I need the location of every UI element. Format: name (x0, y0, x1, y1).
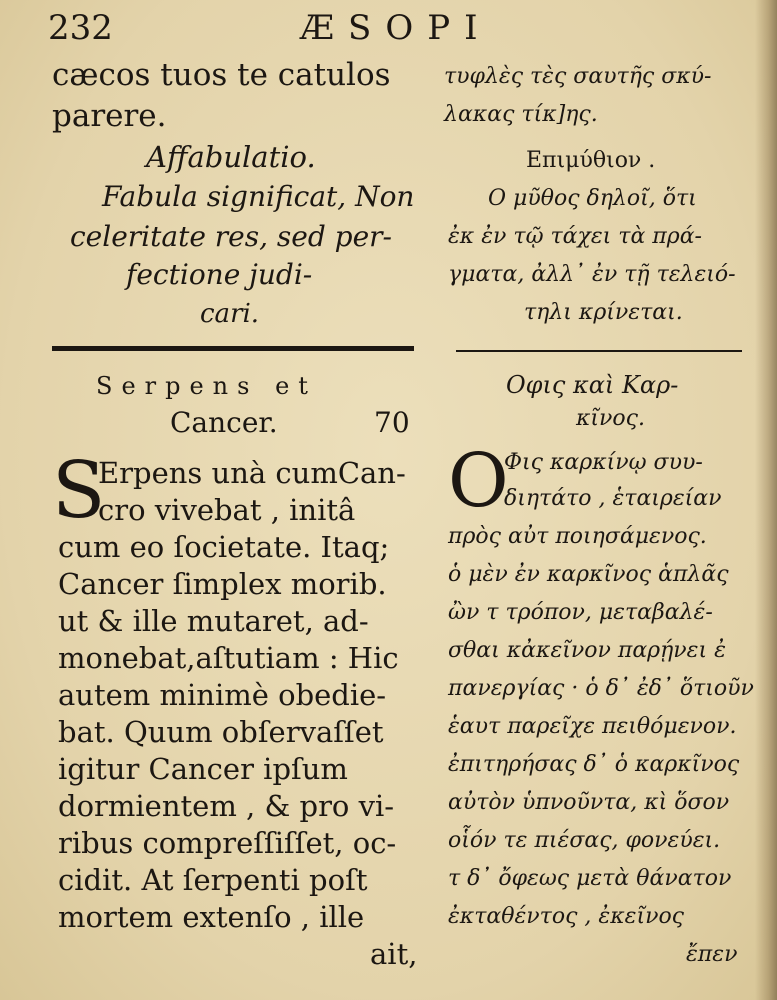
latin-moral-line: Fabula significat, Non (102, 180, 415, 213)
greek-body-line: οἷόν τε πιέσας, φονεύει. (448, 828, 721, 853)
section-rule-right (456, 350, 742, 352)
latin-fable-title-2: Cancer. (170, 406, 278, 439)
greek-moral-line: ἐκ ἐν τῷ τάχει τὰ πρά- (448, 224, 702, 249)
section-rule-left (52, 346, 414, 351)
greek-body-line: ὢν τ τρόπον, μεταβαλέ- (448, 600, 713, 625)
latin-body-line: mortem extenſo , ille (58, 900, 365, 934)
latin-fable-title: Serpens et (96, 372, 317, 400)
greek-moral-heading: Επιμύθιον . (526, 148, 656, 173)
greek-body-line: διητάτο , ἑταιρείαν (504, 486, 722, 511)
latin-body-line: igitur Cancer ipſum (58, 752, 348, 786)
latin-body-line: Erpens unà cumCan- (98, 456, 406, 490)
latin-body-line: dormientem , & pro vi- (58, 789, 395, 823)
latin-body-line: ut & ille mutaret, ad- (58, 604, 369, 638)
latin-moral-line: cari. (200, 299, 260, 329)
greek-body-line: Φις καρκίνῳ συυ- (504, 450, 703, 475)
latin-drop-cap: S (52, 446, 106, 536)
running-title: ÆSOPI (300, 8, 492, 48)
greek-text-line: τυφλὲς τὲς σαυτῆς σκύ- (444, 64, 712, 89)
latin-text-line: cæcos tuos te catulos (52, 57, 391, 93)
greek-body-line: πανεργίας · ὁ δ᾽ ἐδ᾽ ὅτιοῦν (448, 676, 754, 701)
latin-body-line: bat. Quum obſervaſſet (58, 715, 384, 749)
latin-body-line: cum eo ſocietate. Itaq; (58, 530, 390, 564)
latin-body-line: cro vivebat , initâ (98, 493, 356, 527)
page-number: 232 (48, 8, 113, 48)
greek-moral-line: τηλι κρίνεται. (524, 300, 683, 325)
greek-body-line: αὐτὸν ὑπνοῦντα, κὶ ὅσον (448, 790, 730, 815)
greek-fable-title-2: κῖνος. (576, 406, 645, 431)
latin-moral-line: fectione judi- (126, 258, 313, 291)
latin-body-line: Cancer ſimplex morib. (58, 567, 387, 601)
greek-body-line: ἐκταθέντος , ἐκεῖνος (448, 904, 685, 929)
latin-moral-heading: Affabulatio. (146, 140, 316, 174)
latin-body-line: cidit. At ſerpenti poſt (58, 863, 368, 897)
greek-body-line: σθαι κἀκεῖνον παρῄνει ἐ (448, 638, 726, 663)
greek-body-line: ὁ μὲν ἐν καρκῖνος ἁπλᾶς (448, 562, 729, 587)
latin-body-line: monebat,aſtutiam : Hic (58, 641, 399, 675)
latin-body-line: ait, (370, 937, 418, 971)
greek-text-line: λακας τίκ]ης. (444, 102, 598, 127)
greek-fable-title: Οφις καὶ Καρ- (506, 371, 679, 399)
greek-moral-line: γματα, ἀλλ᾽ ἐν τῇ τελειό- (448, 262, 736, 287)
greek-body-line: ἐπιτηρήσας δ᾽ ὁ καρκῖνος (448, 752, 740, 777)
greek-body-line: ἑαυτ παρεῖχε πειθόμενον. (448, 714, 737, 739)
greek-body-line: ἔπεν (686, 942, 738, 967)
greek-body-line: τ δ᾽ ὄφεως μετὰ θάνατον (448, 866, 732, 891)
greek-drop-cap: O (448, 438, 509, 524)
latin-moral-line: celeritate res, sed per- (70, 220, 393, 253)
latin-body-line: autem minimè obedie- (58, 678, 387, 712)
greek-moral-line: Ο μῦθος δηλοῖ, ὅτι (488, 186, 697, 211)
latin-text-line: parere. (52, 98, 167, 134)
fable-number: 70 (374, 406, 410, 439)
greek-body-line: πρὸς αὐτ ποιησάμενος. (448, 524, 707, 549)
latin-body-line: ribus compreſſiſſet, oc- (58, 826, 397, 860)
page-gutter-shadow (755, 0, 777, 1000)
